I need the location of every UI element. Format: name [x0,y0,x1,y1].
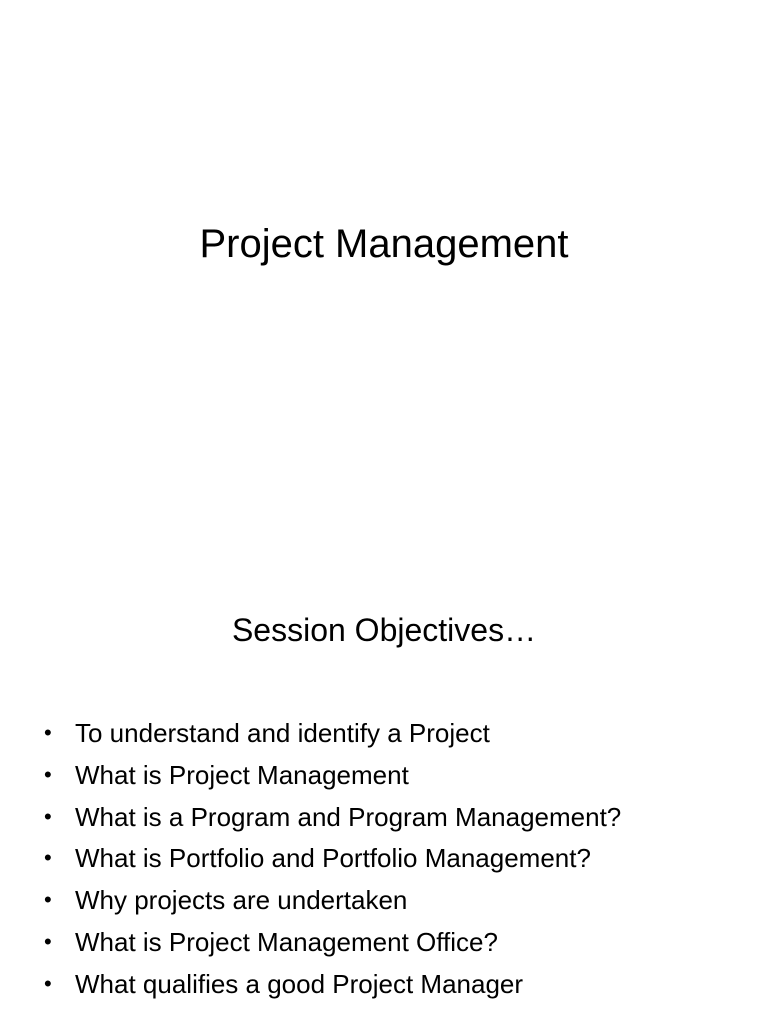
bullet-icon: • [44,970,52,996]
bullet-icon: • [44,720,52,745]
objectives-heading: Session Objectives… [231,612,537,648]
list-item-text: What is Project Management Office? [75,926,498,957]
bullet-icon: • [44,761,52,787]
list-item [40,837,740,879]
list-item [40,796,740,838]
bullet-icon: • [44,845,52,871]
list-item [40,712,740,754]
slide-objectives [0,576,768,1024]
bullet-icon: • [44,803,52,829]
bullet-icon: • [44,928,52,954]
list-item [40,921,740,963]
slide-title-heading: Project Management [199,222,569,266]
list-item-text: What is a Program and Program Management? [75,801,622,832]
list-item-text: To understand and identify a Project [75,718,490,748]
list-item [40,754,740,796]
list-item-text: What is Project Management [75,759,409,790]
list-item-text: What is Portfolio and Portfolio Management? [75,843,591,874]
list-item-text: Why projects are undertaken [75,885,408,916]
list-item [40,963,740,1005]
list-item-text: What qualifies a good Project Manager [75,968,524,999]
list-item [40,879,740,921]
bullet-icon: • [44,887,52,913]
objectives-list [40,712,740,1005]
